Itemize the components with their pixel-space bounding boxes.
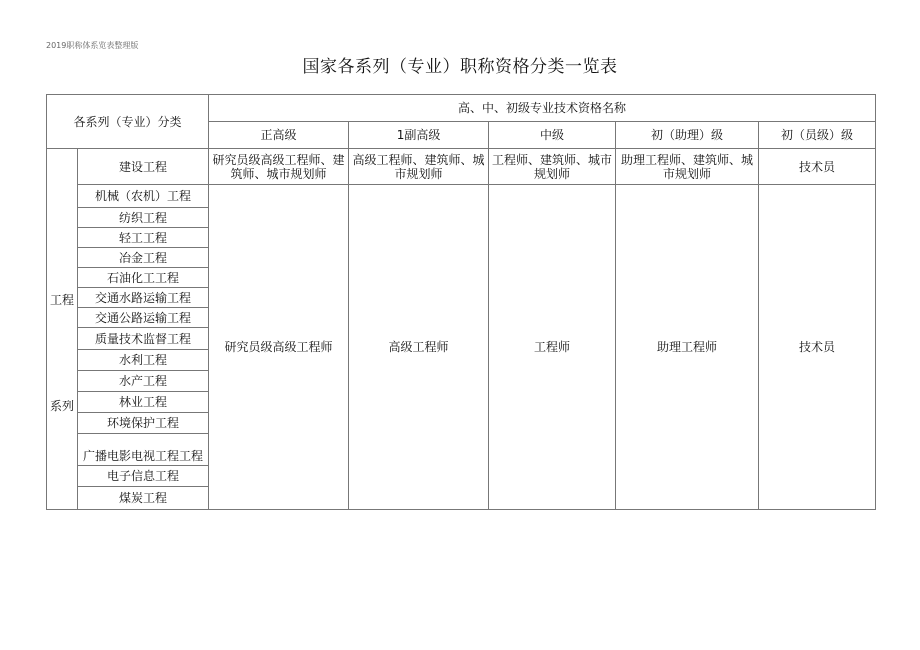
specialty-name: 电子信息工程: [78, 466, 209, 487]
level-header: 中级: [489, 122, 616, 149]
header-row-1: [47, 95, 876, 122]
level-header: 初（助理）级: [616, 122, 759, 149]
level-header: 正高级: [209, 122, 349, 149]
specialty-name: 交通公路运输工程: [78, 308, 209, 328]
page-title: 国家各系列（专业）职称资格分类一览表: [302, 57, 618, 77]
specialty-name: 石油化工工程: [78, 268, 209, 288]
series-label: [47, 149, 78, 510]
level-header: 1副高级: [349, 122, 489, 149]
table-row: [47, 149, 876, 185]
category-header: 各系列（专业）分类: [47, 95, 209, 149]
specialty-name: 煤炭工程: [78, 487, 209, 510]
specialty-name: 纺织工程: [78, 208, 209, 228]
specialty-name: 轻工工程: [78, 228, 209, 248]
general-title: 技术员: [759, 185, 876, 510]
table-row: [47, 185, 876, 208]
general-title: 工程师: [489, 185, 616, 510]
specialty-name: 水产工程: [78, 371, 209, 392]
level-header: 初（员级）级: [759, 122, 876, 149]
construction-title: 高级工程师、建筑师、城市规划师: [349, 149, 489, 185]
series-label-bottom: 系列: [49, 399, 74, 413]
specialty-name: 冶金工程: [78, 248, 209, 268]
qualification-table: [46, 94, 876, 510]
general-title: 高级工程师: [349, 185, 489, 510]
series-label-top: 工程: [49, 293, 74, 307]
specialty-name: 林业工程: [78, 392, 209, 413]
specialty-name: 环境保护工程: [78, 413, 209, 434]
specialty-name: 水利工程: [78, 350, 209, 371]
construction-title: 技术员: [759, 149, 876, 185]
specialty-name: 建设工程: [78, 149, 209, 185]
specialty-name: 广播电影电视工程工程: [78, 434, 209, 466]
specialty-name: 机械（农机）工程: [78, 185, 209, 208]
general-title: 研究员级高级工程师: [209, 185, 349, 510]
general-title: 助理工程师: [616, 185, 759, 510]
qualification-header: 高、中、初级专业技术资格名称: [209, 95, 876, 122]
specialty-name: 交通水路运输工程: [78, 288, 209, 308]
construction-title: 工程师、建筑师、城市规划师: [489, 149, 616, 185]
specialty-name: 质量技术监督工程: [78, 328, 209, 350]
construction-title: 助理工程师、建筑师、城市规划师: [616, 149, 759, 185]
construction-title: 研究员级高级工程师、建筑师、城市规划师: [209, 149, 349, 185]
document-note: 2019职称体系览表整理版: [46, 41, 139, 50]
